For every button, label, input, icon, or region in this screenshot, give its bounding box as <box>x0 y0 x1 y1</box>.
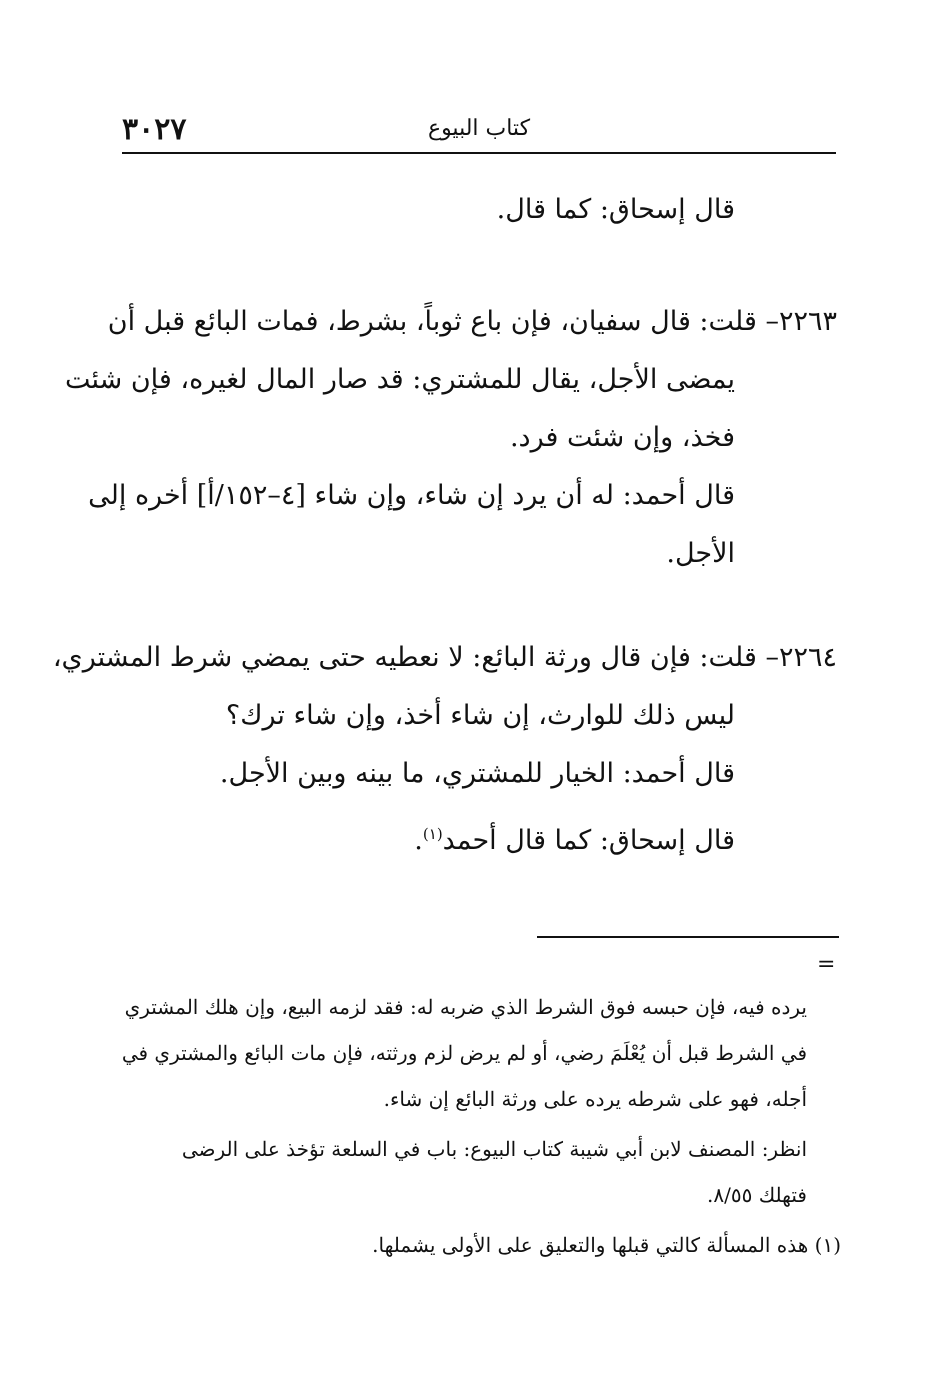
footnote-cont-line4: انظر: المصنف لابن أبي شيبة كتاب البيوع: باب في السلعة تؤخذ على الرضى <box>181 1137 807 1161</box>
header-rule <box>122 152 836 154</box>
entry-number-2263: ٢٢٦٣– <box>765 306 837 337</box>
ishaq-text: قال إسحاق: كما قال أحمد <box>442 825 735 856</box>
entry-2263-ahmad-line1: قال أحمد: له أن يرد إن شاء، وإن شاء [٤–١٥٢/أ] أخره إلى <box>88 480 735 511</box>
entry-2264-line2: ليس ذلك للوارث، إن شاء أخذ، وإن شاء ترك؟ <box>225 700 735 731</box>
entry-2263-line2: يمضى الأجل، يقال للمشتري: قد صار المال لغيره، فإن شئت <box>64 364 735 395</box>
running-title: كتاب البيوع <box>427 116 531 141</box>
entry-2264-ahmad-line: قال أحمد: الخيار للمشتري، ما بينه وبين الأجل. <box>219 758 735 789</box>
ishaq-end: . <box>414 825 423 856</box>
entry-2263-text1: قلت: قال سفيان، فإن باع ثوباً، بشرط، فمات البائع قبل أن <box>107 306 757 337</box>
entry-2264-text1: قلت: فإن قال ورثة البائع: لا نعطيه حتى يمضي شرط المشتري، <box>52 642 757 673</box>
page-header <box>122 108 836 152</box>
footnote-continuation-mark: = <box>817 952 836 977</box>
footnote-cont-line3: أجله، فهو على شرطه يرده على ورثة البائع إن شاء. <box>383 1087 807 1111</box>
footnote-cont-line1: يرده فيه، فإن حبسه فوق الشرط الذي ضربه له: فقد لزمه البيع، وإن هلك المشتري <box>124 995 807 1019</box>
body-line-top: قال إسحاق: كما قال. <box>496 194 735 225</box>
entry-2263-line1 <box>108 292 837 352</box>
entry-2263-line3: فخذ، وإن شئت فرد. <box>509 422 735 453</box>
entry-2263-ahmad-line2: الأجل. <box>666 538 735 569</box>
footnote-1: (١) هذه المسألة كالتي قبلها والتعليق على الأولى يشملها. <box>372 1233 841 1257</box>
entry-2264-line1 <box>53 628 837 688</box>
entry-number-2264: ٢٢٦٤– <box>765 642 837 673</box>
footnote-separator <box>537 936 839 938</box>
footnote-marker-1: (١) <box>422 825 443 843</box>
entry-2264-ishaq-line <box>414 804 735 871</box>
footnote-cont-line5: فتهلك ٨/٥٥. <box>707 1183 807 1207</box>
page-number: ٣٠٢٧ <box>122 112 187 147</box>
footnote-cont-line2: في الشرط قبل أن يُعْلَمَ رضي، أو لم يرض لزم ورثته، فإن مات البائع والمشتري في <box>121 1041 807 1065</box>
